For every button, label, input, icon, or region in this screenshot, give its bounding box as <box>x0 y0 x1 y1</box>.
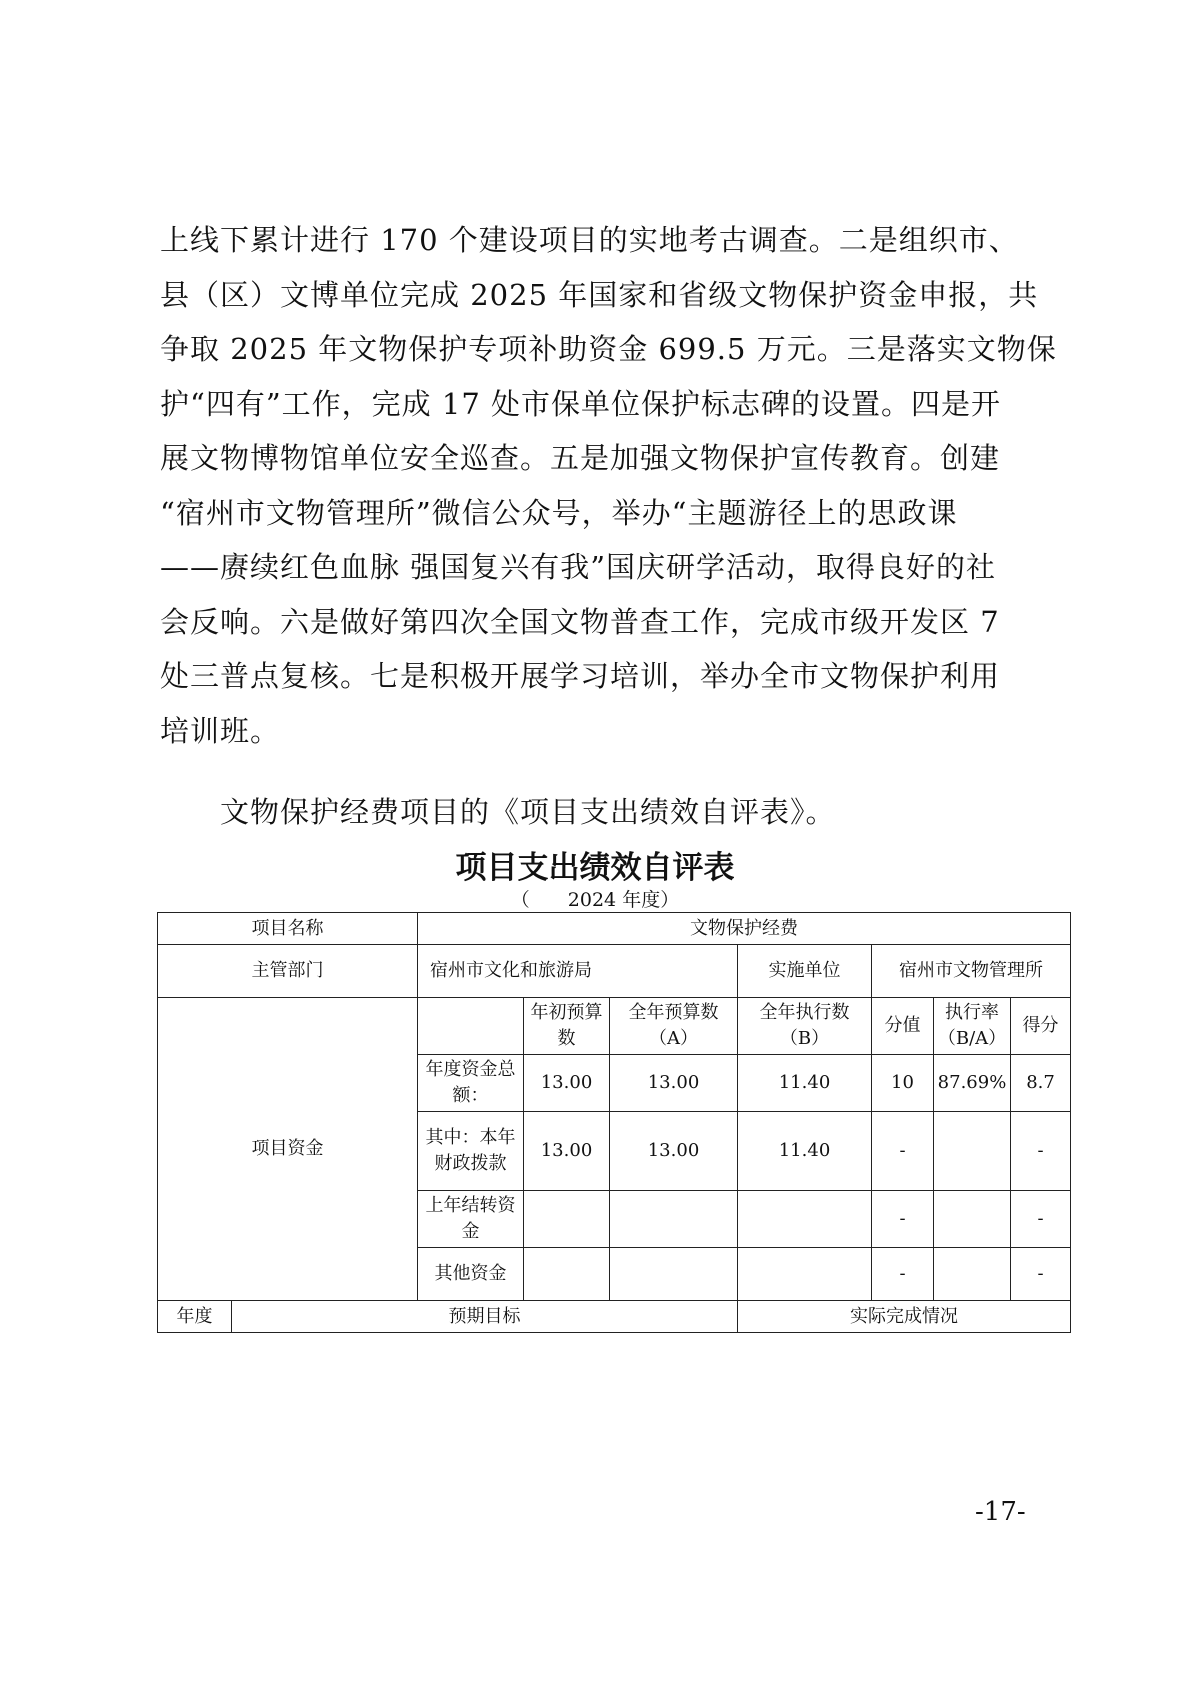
header-exec-rate: 执行率（B/A） <box>934 998 1011 1055</box>
cell-rate <box>934 1248 1011 1301</box>
paragraph-line: 会反响。六是做好第四次全国文物普查工作，完成市级开发区 7 <box>160 604 1000 639</box>
table-year: （ 2024 年度） <box>510 889 680 911</box>
cell-rate <box>934 1191 1011 1248</box>
cell-value: - <box>872 1248 934 1301</box>
impl-label: 实施单位 <box>738 945 872 998</box>
table-intro: 文物保护经费项目的《项目支出绩效自评表》。 <box>220 795 836 829</box>
paragraph-line: 培训班。 <box>160 713 281 748</box>
cell-annual <box>610 1191 738 1248</box>
paragraph-line: 处三普点复核。七是积极开展学习培训，举办全市文物保护利用 <box>160 659 1001 693</box>
header-annual-budget: 全年预算数（A） <box>610 998 738 1055</box>
cell-exec <box>738 1191 872 1248</box>
table-title: 项目支出绩效自评表 <box>455 850 735 886</box>
cell-exec: 11.40 <box>738 1112 872 1191</box>
page-number: -17- <box>975 1497 1026 1527</box>
year-label: 年度 <box>158 1301 232 1333</box>
row-label: 年度资金总额： <box>418 1055 524 1112</box>
cell-value: - <box>872 1191 934 1248</box>
cell-score: 8.7 <box>1011 1055 1071 1112</box>
funds-label: 项目资金 <box>158 998 418 1301</box>
cell-score: - <box>1011 1112 1071 1191</box>
cell-initial <box>524 1191 610 1248</box>
project-name-value: 文物保护经费 <box>418 913 1071 945</box>
cell-rate <box>934 1112 1011 1191</box>
impl-value: 宿州市文物管理所 <box>872 945 1071 998</box>
body-paragraph <box>160 213 1057 758</box>
funds-header-row <box>158 998 1071 1055</box>
paragraph-line: ——赓续红色血脉 强国复兴有我”国庆研学活动，取得良好的社 <box>160 550 997 584</box>
paragraph-line: 展文物博物馆单位安全巡查。五是加强文物保护宣传教育。创建 <box>160 441 1001 475</box>
row-label: 其他资金 <box>418 1248 524 1301</box>
actual-completion-label: 实际完成情况 <box>738 1301 1071 1333</box>
performance-table <box>157 912 1071 1333</box>
cell-exec: 11.40 <box>738 1055 872 1112</box>
cell-exec <box>738 1248 872 1301</box>
paragraph-line: 护“四有”工作，完成 17 处市保单位保护标志碑的设置。四是开 <box>160 386 1001 421</box>
cell-annual: 13.00 <box>610 1055 738 1112</box>
cell-initial: 13.00 <box>524 1055 610 1112</box>
cell-annual: 13.00 <box>610 1112 738 1191</box>
dept-value: 宿州市文化和旅游局 <box>418 945 738 998</box>
cell-initial <box>524 1248 610 1301</box>
cell-initial: 13.00 <box>524 1112 610 1191</box>
project-name-row <box>158 913 1071 945</box>
cell-rate: 87.69% <box>934 1055 1011 1112</box>
project-name-label: 项目名称 <box>158 913 418 945</box>
cell-annual <box>610 1248 738 1301</box>
header-annual-exec: 全年执行数（B） <box>738 998 872 1055</box>
header-score-value: 分值 <box>872 998 934 1055</box>
paragraph-line: 争取 2025 年文物保护专项补助资金 699.5 万元。三是落实文物保 <box>160 332 1057 366</box>
goals-header-row <box>158 1301 1071 1333</box>
cell-value: 10 <box>872 1055 934 1112</box>
row-label: 其中：本年财政拨款 <box>418 1112 524 1191</box>
cell-score: - <box>1011 1191 1071 1248</box>
row-label: 上年结转资金 <box>418 1191 524 1248</box>
header-empty <box>418 998 524 1055</box>
header-initial-budget: 年初预算数 <box>524 998 610 1055</box>
dept-label: 主管部门 <box>158 945 418 998</box>
cell-value: - <box>872 1112 934 1191</box>
header-score: 得分 <box>1011 998 1071 1055</box>
department-row <box>158 945 1071 998</box>
paragraph-line: 县（区）文博单位完成 2025 年国家和省级文物保护资金申报，共 <box>160 277 1039 312</box>
paragraph-line: 上线下累计进行 170 个建设项目的实地考古调查。二是组织市、 <box>160 223 1019 257</box>
expected-goals-label: 预期目标 <box>232 1301 738 1333</box>
cell-score: - <box>1011 1248 1071 1301</box>
paragraph-line: “宿州市文物管理所”微信公众号，举办“主题游径上的思政课 <box>160 495 958 530</box>
